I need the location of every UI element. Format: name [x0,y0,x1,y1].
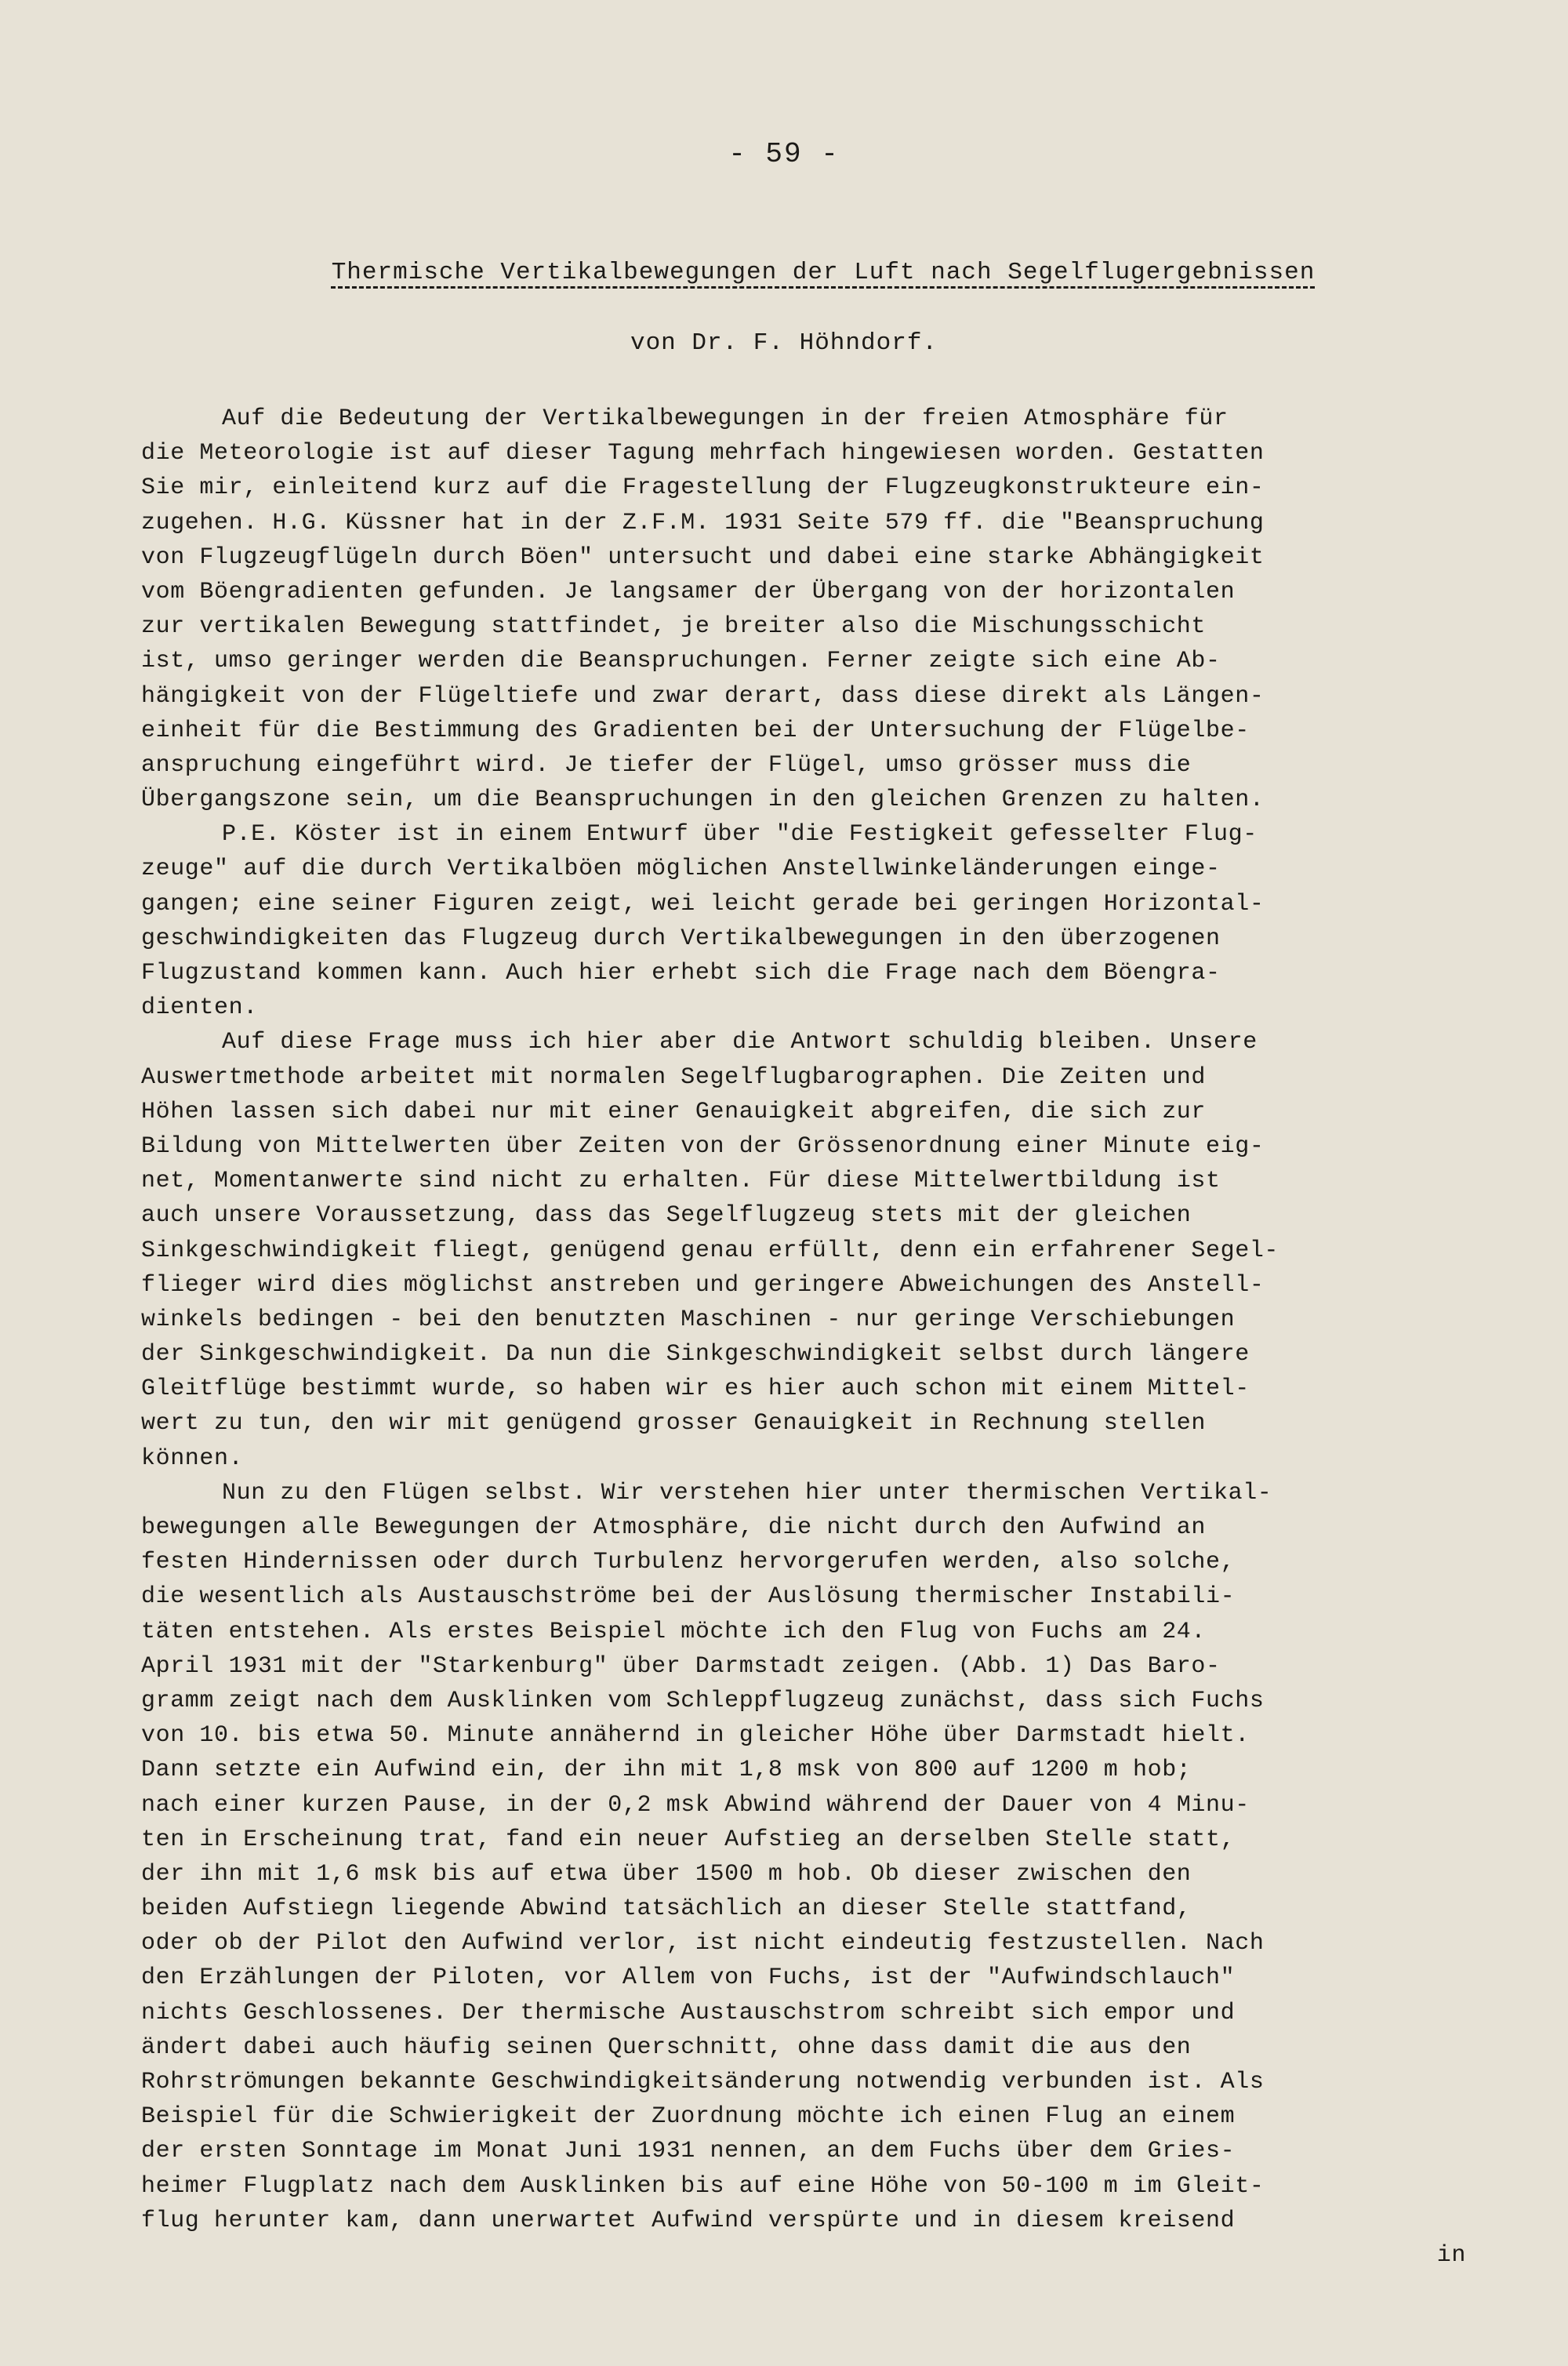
text-line: ändert dabei auch häufig seinen Querschnitt, ohne dass damit die aus den [141,2033,1192,2061]
text-line: gramm zeigt nach dem Ausklinken vom Schleppflugzeug zunächst, dass sich Fuchs [141,1687,1265,1714]
text-line: Höhen lassen sich dabei nur mit einer Genauigkeit abgreifen, die sich zur [141,1098,1207,1125]
body-text [141,402,1474,2273]
text-line: ten in Erscheinung trat, fand ein neuer Aufstieg an derselben Stelle statt, [141,1826,1236,1853]
text-line: flieger wird dies möglichst anstreben und geringere Abweichungen des Anstell- [141,1271,1265,1299]
text-line: festen Hindernissen oder durch Turbulenz hervorgerufen werden, also solche, [141,1549,1236,1576]
text-line: hängigkeit von der Flügeltiefe und zwar derart, dass diese direkt als Längen- [141,682,1265,710]
text-line: der Sinkgeschwindigkeit. Da nun die Sinkgeschwindigkeit selbst durch längere [141,1341,1250,1368]
text-line: oder ob der Pilot den Aufwind verlor, ist nicht eindeutig festzustellen. Nach [141,1930,1265,1957]
text-line: täten entstehen. Als erstes Beispiel möchte ich den Flug von Fuchs am 24. [141,1618,1207,1645]
text-line: bewegungen alle Bewegungen der Atmosphäre, die nicht durch den Aufwind an [141,1514,1207,1541]
text-line: einheit für die Bestimmung des Gradienten bei der Untersuchung der Flügelbe- [141,717,1250,744]
article-author: von Dr. F. Höhndorf. [630,329,938,357]
text-line: den Erzählungen der Piloten, vor Allem von Fuchs, ist der "Aufwindschlauch" [141,1964,1236,1992]
text-line: Gleitflüge bestimmt wurde, so haben wir es hier auch schon mit einem Mittel- [141,1376,1250,1403]
text-line: Flugzustand kommen kann. Auch hier erhebt sich die Frage nach dem Böengra- [141,960,1221,987]
text-line: zugehen. H.G. Küssner hat in der Z.F.M. 1931 Seite 579 ff. die "Beanspruchung [141,509,1265,536]
text-line: die Meteorologie ist auf dieser Tagung mehrfach hingewiesen worden. Gestatten [141,440,1265,467]
catchword: in [1436,2241,1466,2269]
text-line: winkels bedingen - bei den benutzten Maschinen - nur geringe Verschiebungen [141,1306,1236,1333]
text-line: nichts Geschlossenes. Der thermische Austauschstrom schreibt sich empor und [141,1999,1236,2026]
text-line: anspruchung eingeführt wird. Je tiefer der Flügel, umso grösser muss die [141,751,1192,779]
text-line: Übergangszone sein, um die Beanspruchungen in den gleichen Grenzen zu halten. [141,787,1265,814]
text-line: gangen; eine seiner Figuren zeigt, wei leicht gerade bei geringen Horizontal- [141,890,1265,918]
text-line: zur vertikalen Bewegung stattfindet, je breiter also die Mischungsschicht [141,613,1207,641]
text-line: dienten. [141,994,258,1022]
text-line: Sie mir, einleitend kurz auf die Fragestellung der Flugzeugkonstrukteure ein- [141,474,1265,502]
text-line: von Flugzeugflügeln durch Böen" untersucht und dabei eine starke Abhängigkeit [141,543,1265,571]
text-line: Nun zu den Flügen selbst. Wir verstehen hier unter thermischen Vertikal- [222,1479,1272,1506]
text-line: Sinkgeschwindigkeit fliegt, genügend genau erfüllt, denn ein erfahrener Segel- [141,1237,1279,1264]
text-line: flug herunter kam, dann unerwartet Aufwind verspürte und in diesem kreisend [141,2207,1236,2234]
text-line: geschwindigkeiten das Flugzeug durch Vertikalbewegungen in den überzogenen [141,925,1221,952]
text-line: P.E. Köster ist in einem Entwurf über "die Festigkeit gefesselter Flug- [222,821,1258,849]
text-line: auch unsere Voraussetzung, dass das Segelflugzeug stets mit der gleichen [141,1202,1192,1230]
text-line: net, Momentanwerte sind nicht zu erhalten. Für diese Mittelwertbildung ist [141,1168,1221,1195]
text-line: können. [141,1445,244,1472]
text-line: Auf diese Frage muss ich hier aber die Antwort schuldig bleiben. Unsere [222,1029,1258,1056]
text-line: Dann setzte ein Aufwind ein, der ihn mit 1,8 msk von 800 auf 1200 m hob; [141,1757,1192,1784]
text-line: wert zu tun, den wir mit genügend grosser Genauigkeit in Rechnung stellen [141,1410,1207,1437]
text-line: beiden Aufstiegn liegende Abwind tatsächlich an dieser Stelle stattfand, [141,1895,1192,1923]
text-line: heimer Flugplatz nach dem Ausklinken bis auf eine Höhe von 50-100 m im Gleit- [141,2172,1265,2200]
text-line: nach einer kurzen Pause, in der 0,2 msk Abwind während der Dauer von 4 Minu- [141,1791,1250,1819]
page-number: - 59 - [728,138,840,170]
text-line: ist, umso geringer werden die Beanspruchungen. Ferner zeigte sich eine Ab- [141,648,1221,675]
text-line: Rohrströmungen bekannte Geschwindigkeitsänderung notwendig verbunden ist. Als [141,2069,1265,2095]
text-line: Auswertmethode arbeitet mit normalen Segelflugbarographen. Die Zeiten und [141,1063,1207,1091]
text-line: von 10. bis etwa 50. Minute annähernd in gleicher Höhe über Darmstadt hielt. [141,1722,1250,1750]
text-line: der ihn mit 1,6 msk bis auf etwa über 1500 m hob. Ob dieser zwischen den [141,1860,1192,1888]
text-line: die wesentlich als Austauschströme bei der Auslösung thermischer Instabili- [141,1583,1236,1611]
text-line: vom Böengradienten gefunden. Je langsamer der Übergang von der horizontalen [141,578,1236,605]
article-title: Thermische Vertikalbewegungen der Luft nach Segelflugergebnissen [331,259,1316,286]
text-line: zeuge" auf die durch Vertikalböen möglichen Anstellwinkeländerungen einge- [141,856,1221,883]
text-line: Auf die Bedeutung der Vertikalbewegungen in der freien Atmosphäre für [222,405,1229,432]
text-line: April 1931 mit der "Starkenburg" über Darmstadt zeigen. (Abb. 1) Das Baro- [141,1652,1221,1680]
text-line: Bildung von Mittelwerten über Zeiten von der Grössenordnung einer Minute eig- [141,1132,1265,1160]
text-line: Beispiel für die Schwierigkeit der Zuordnung möchte ich einen Flug an einem [141,2103,1236,2131]
text-line: der ersten Sonntage im Monat Juni 1931 nennen, an dem Fuchs über dem Gries- [141,2138,1236,2165]
